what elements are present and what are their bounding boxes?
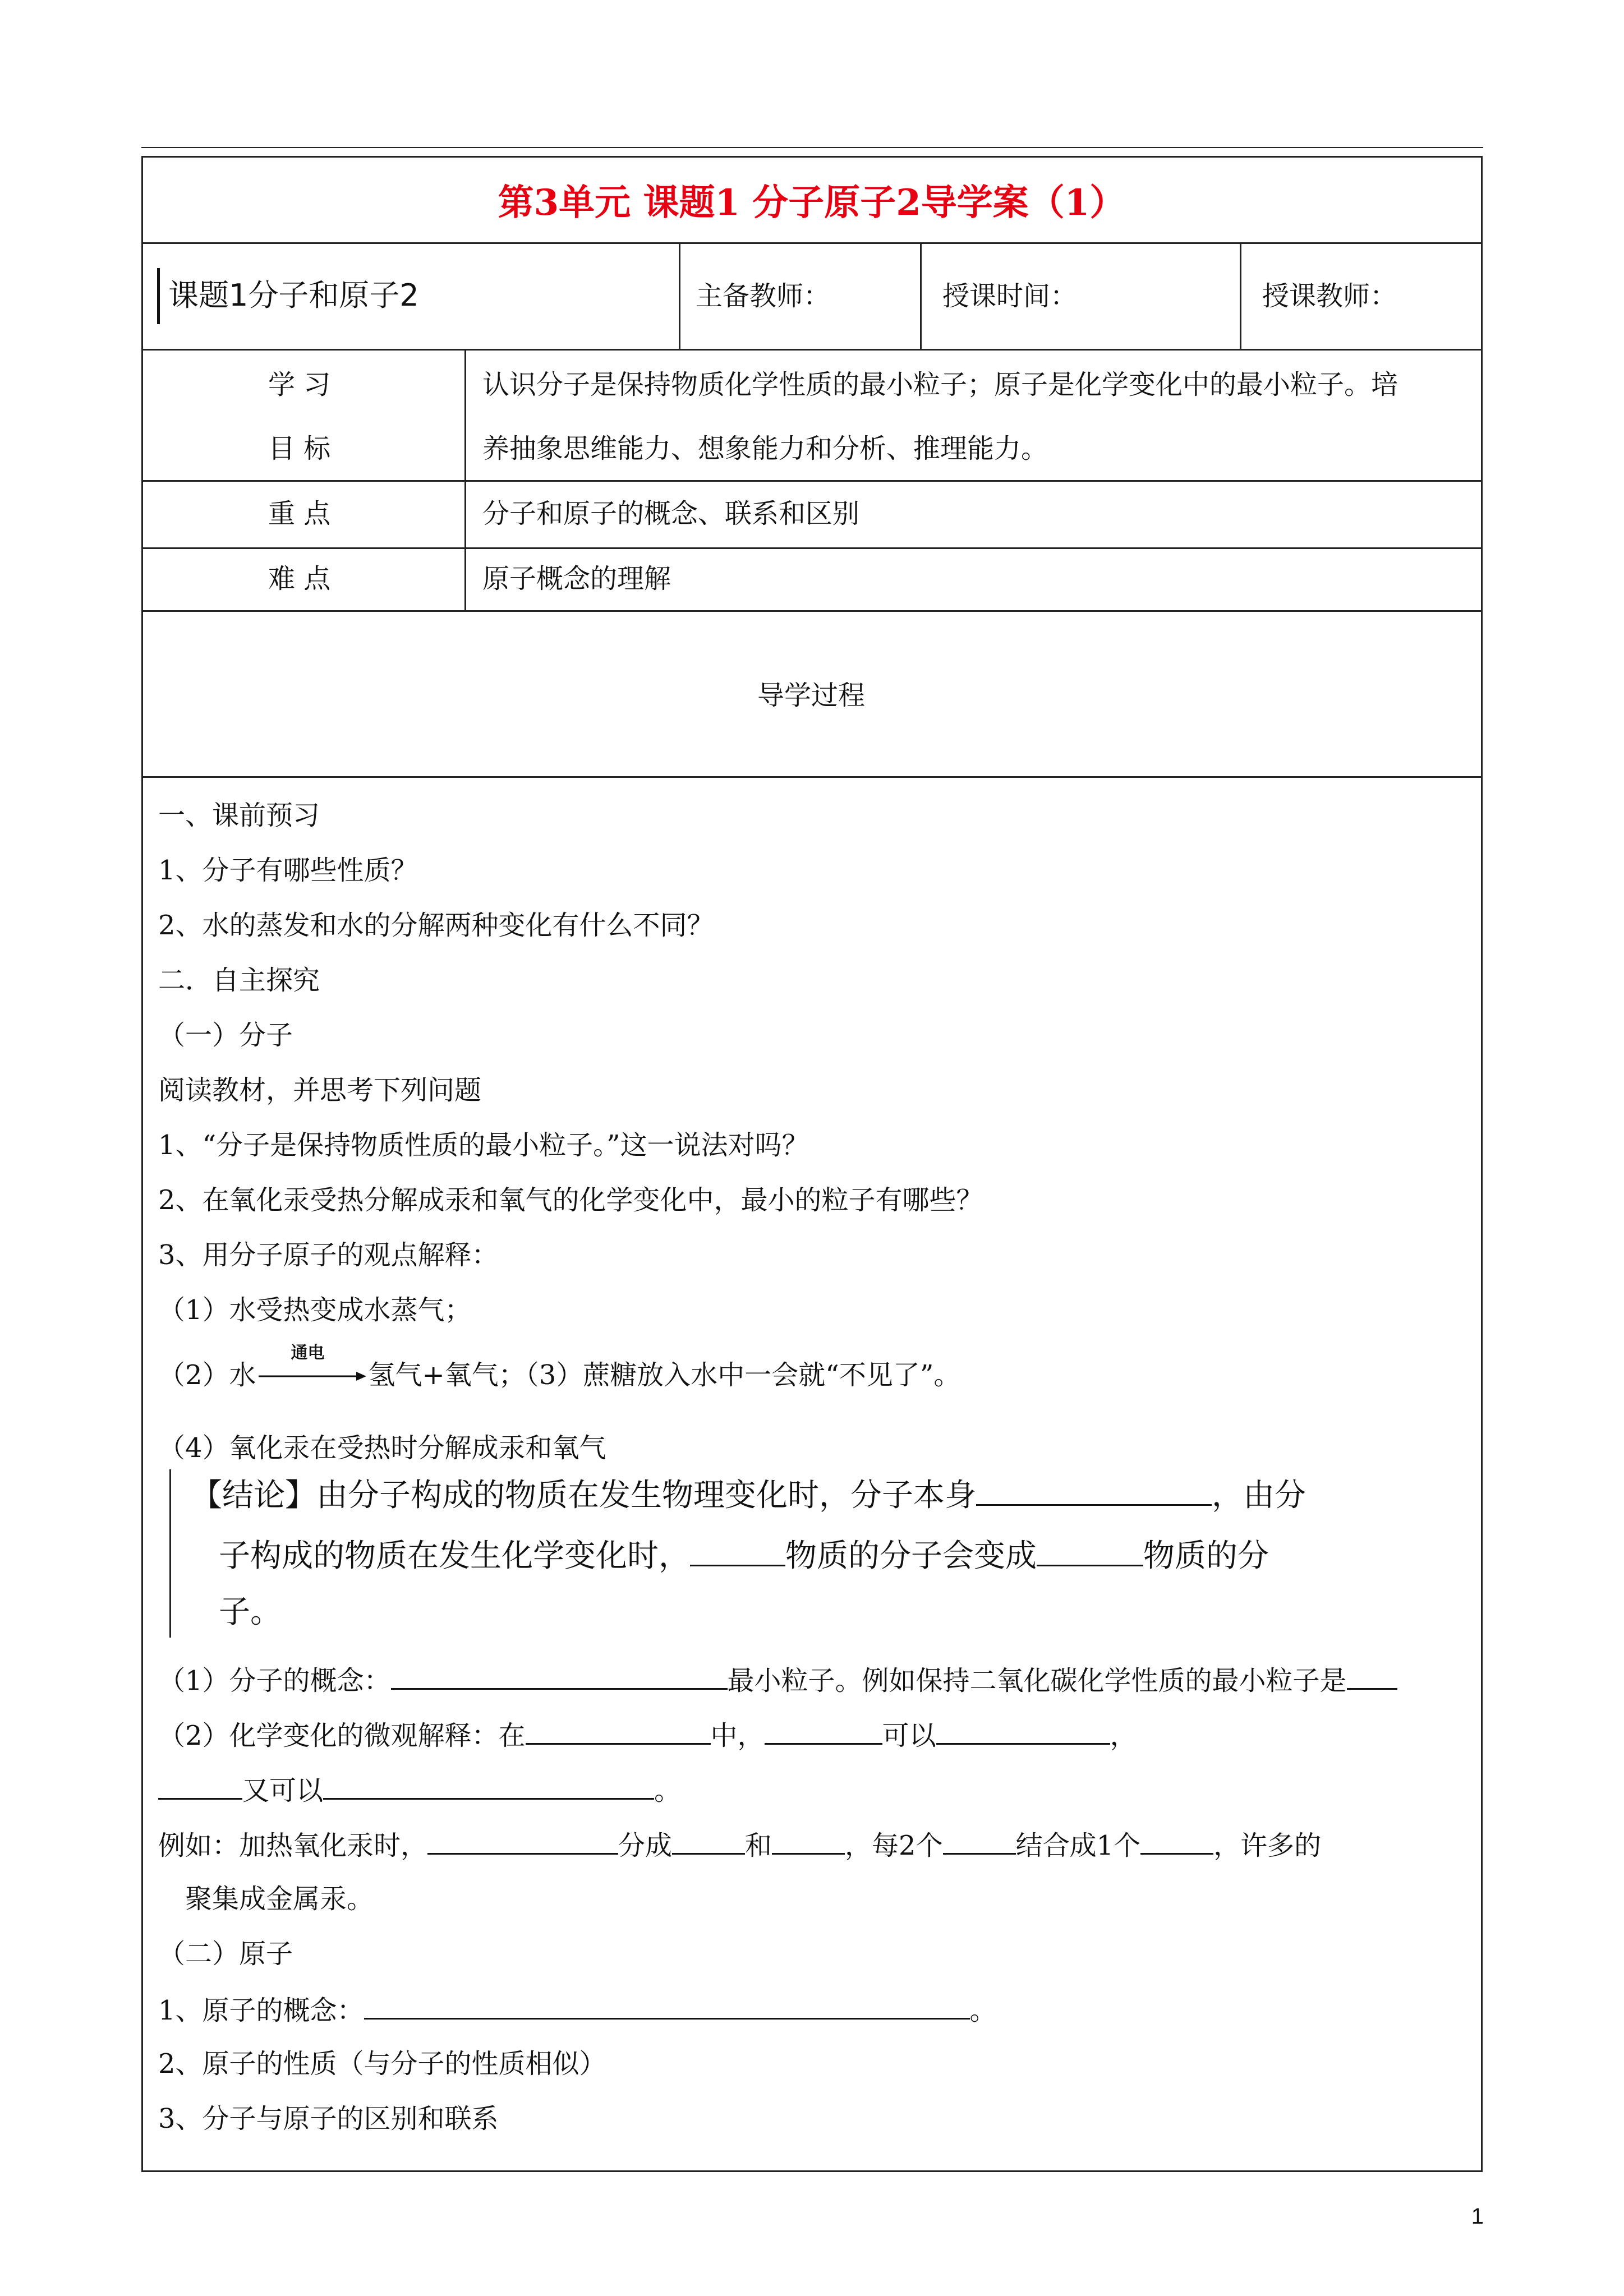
reading-instruction: 阅读教材，并思考下列问题 (158, 1075, 482, 1106)
preview-question-2: 2、水的蒸发和水的分解两种变化有什么不同？ (158, 910, 714, 941)
top-rule (141, 147, 1483, 148)
example-label: 例如：加热氧化汞时， (158, 1830, 428, 1861)
lesson-marker-bar (157, 268, 160, 324)
reading-question-2: 2、在氧化汞受热分解成汞和氧气的化学变化中，最小的粒子有哪些？ (158, 1184, 983, 1216)
table-left-border (141, 156, 143, 2171)
subsection-atom: （二）原子 (158, 1938, 293, 1970)
fill-chemical-change-can: 可以 (882, 1720, 936, 1751)
conclusion-line-1-a: 【结论】由分子构成的物质在发生物理变化时，分子本身 (191, 1477, 976, 1514)
explain-item-2-end: 氢气+氧气；（3）蔗糖放入水中一会就“不见了”。 (368, 1359, 961, 1391)
fill-recombine-end: 。 (654, 1775, 682, 1806)
example-line-2: 聚集成金属汞。 (185, 1883, 374, 1915)
conclusion-line-2-a: 子构成的物质在发生化学变化时， (219, 1538, 690, 1574)
fill-chemical-change-mid: 中， (710, 1720, 765, 1751)
main-teacher-label: 主备教师： (696, 280, 831, 312)
atom-concept-label: 1、原子的概念： (158, 1995, 364, 2026)
fill-chemical-change-comma: ， (1110, 1720, 1137, 1751)
fill-recombine-mid: 又可以 (242, 1775, 324, 1806)
fill-molecule-concept (158, 1662, 1397, 1698)
blank-mercury-oxide-molecule[interactable] (427, 1827, 618, 1855)
preview-question-1: 1、分子有哪些性质？ (158, 855, 418, 886)
example-and: 和 (745, 1830, 772, 1861)
info-col-divider-2 (920, 242, 922, 350)
atom-concept (158, 1992, 997, 2027)
blank-molecule-itself[interactable] (976, 1478, 1212, 1506)
conclusion-line-3: 子。 (219, 1594, 282, 1630)
blank-oxygen-atom[interactable] (772, 1827, 845, 1855)
example-many: ，许多的 (1213, 1830, 1322, 1861)
reading-question-1: 1、“分子是保持物质性质的最小粒子。”这一说法对吗？ (158, 1129, 809, 1161)
page-number: 1 (1471, 2204, 1484, 2229)
conclusion-line-2-c: 物质的分 (1143, 1538, 1269, 1574)
conclusion-line-2-b: 物质的分子会变成 (785, 1538, 1037, 1574)
lesson-name: 课题1分子和原子2 (168, 278, 419, 313)
conclusion-line-1 (191, 1476, 1306, 1515)
row-divider-5 (141, 610, 1483, 612)
key-text: 分子和原子的概念、联系和区别 (482, 498, 860, 529)
difficulty-text: 原子概念的理解 (482, 563, 671, 594)
objectives-text-1: 认识分子是保持物质化学性质的最小粒子；原子是化学变化中的最小粒子。培 (482, 369, 1398, 400)
fill-chemical-change (158, 1717, 1137, 1753)
page-title: 第3单元 课题1 分子原子2导学案（1） (498, 182, 1126, 224)
section-explore-heading: 二．自主探究 (158, 965, 320, 996)
fill-chemical-change-label: （2）化学变化的微观解释：在 (158, 1720, 526, 1751)
blank-co2-smallest-particle[interactable] (1347, 1662, 1397, 1690)
blank-combining-atom[interactable] (943, 1827, 1016, 1855)
process-label: 导学过程 (757, 680, 866, 711)
lesson-time-label: 授课时间： (942, 280, 1078, 312)
table-right-border (1481, 156, 1483, 2171)
section-preview-heading: 一、课前预习 (158, 800, 320, 831)
blank-original-substance[interactable] (690, 1539, 785, 1566)
row-divider-4 (141, 547, 1483, 549)
key-label: 重 点 (268, 498, 331, 529)
example-divide: 分成 (618, 1830, 673, 1861)
subsection-molecule: （一）分子 (158, 1020, 293, 1051)
row-divider-1 (141, 242, 1483, 244)
conclusion-line-1-b: ，由分 (1212, 1477, 1306, 1514)
reaction-condition: 通电 (291, 1343, 325, 1363)
explain-item-2 (158, 1343, 961, 1392)
info-col-divider-1 (679, 242, 680, 350)
molecule-atom-difference: 3、分子与原子的区别和联系 (158, 2103, 499, 2134)
blank-new-substance[interactable] (1037, 1539, 1143, 1566)
atom-properties: 2、原子的性质（与分子的性质相似） (158, 2048, 606, 2080)
blank-chemical-change-context[interactable] (526, 1717, 711, 1745)
example-every-two: ，每2个 (845, 1830, 943, 1861)
reaction-arrow (256, 1343, 369, 1392)
example-combine: 结合成1个 (1015, 1830, 1141, 1861)
objectives-text-2: 养抽象思维能力、想象能力和分析、推理能力。 (482, 433, 1048, 464)
explain-item-2-start: （2）水 (158, 1359, 256, 1391)
conclusion-line-2 (219, 1537, 1269, 1576)
label-col-divider (464, 349, 466, 610)
blank-atom[interactable] (158, 1772, 242, 1800)
objectives-label-2: 目 标 (268, 433, 331, 464)
info-col-divider-3 (1240, 242, 1241, 350)
row-divider-6 (141, 776, 1483, 778)
row-divider-2 (141, 349, 1483, 351)
fill-molecule-concept-label: （1）分子的概念： (158, 1665, 391, 1696)
conclusion-left-bar (169, 1469, 171, 1638)
blank-atom-concept[interactable] (364, 1992, 970, 2020)
blank-molecule-concept[interactable] (391, 1662, 728, 1690)
arrow-icon (256, 1358, 369, 1392)
explain-item-4: （4）氧化汞在受热时分解成汞和氧气 (158, 1432, 606, 1464)
reading-question-3: 3、用分子原子的观点解释： (158, 1239, 499, 1271)
row-divider-3 (141, 480, 1483, 482)
teacher-label: 授课教师： (1262, 280, 1397, 312)
table-top-border (141, 156, 1483, 158)
example-line (158, 1827, 1321, 1862)
blank-oxygen-molecule[interactable] (1140, 1827, 1213, 1855)
table-bottom-border (141, 2170, 1483, 2172)
difficulty-label: 难 点 (268, 563, 331, 594)
blank-recombine[interactable] (323, 1772, 654, 1800)
blank-molecule-can[interactable] (765, 1717, 882, 1745)
fill-recombine (158, 1772, 681, 1808)
blank-divide-into[interactable] (936, 1717, 1110, 1745)
fill-molecule-concept-tail: 最小粒子。例如保持二氧化碳化学性质的最小粒子是 (727, 1665, 1347, 1696)
explain-item-1: （1）水受热变成水蒸气； (158, 1294, 472, 1326)
atom-concept-end: 。 (969, 1995, 997, 2026)
blank-mercury-atom[interactable] (672, 1827, 745, 1855)
objectives-label-1: 学 习 (268, 369, 331, 400)
